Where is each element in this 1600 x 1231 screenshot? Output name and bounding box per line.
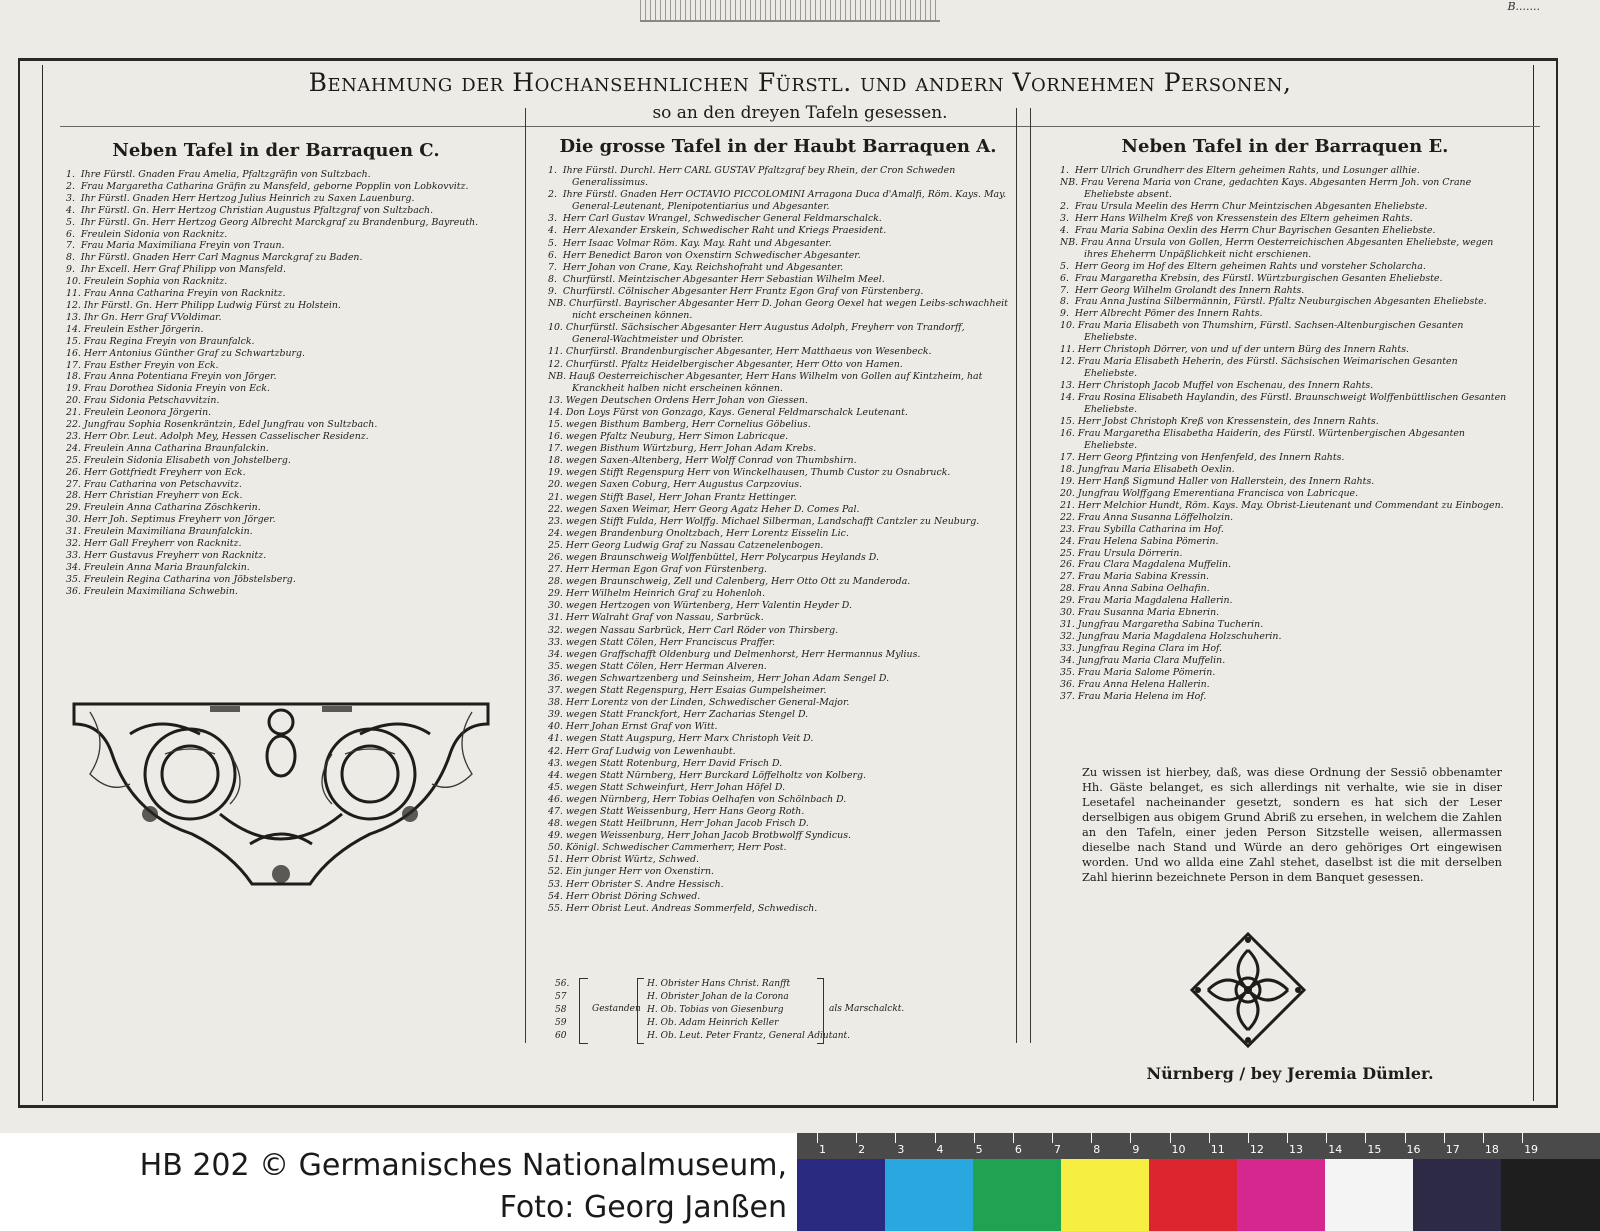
list-item: 14. Freulein Esther Jörgerin.	[66, 323, 204, 335]
list-item: 32. Herr Gall Freyherr von Racknitz.	[66, 538, 242, 550]
list-item: 29. Frau Maria Magdalena Hallerin.	[1060, 595, 1233, 607]
list-item: 7. Herr Johan von Crane, Kay. Reichshofraht und Abgesanter.	[548, 261, 844, 273]
color-swatch	[1501, 1159, 1600, 1231]
list-item: 5. Herr Isaac Volmar Röm. Kay. May. Raht und Abgesanter.	[548, 237, 832, 249]
list-item: 16. wegen Pfaltz Neuburg, Herr Simon Labricque.	[548, 431, 789, 443]
ruler-number: 4	[936, 1143, 944, 1156]
ruler-number: 2	[858, 1143, 866, 1156]
list-item: 17. Herr Georg Pfintzing von Henfenfeld, des Innern Rahts.	[1060, 451, 1345, 463]
list-item: 14. Don Loys Fürst von Gonzago, Kays. General Feldmarschalck Leutenant.	[548, 406, 908, 418]
ruler-number: 8	[1093, 1143, 1101, 1156]
list-item: 6. Freulein Sidonia von Racknitz.	[66, 228, 228, 240]
document-title: Benahmung der Hochansehnlichen Fürstl. und andern Vornehmen Personen,	[308, 68, 1292, 97]
ruler-number: 19	[1524, 1143, 1539, 1156]
list-item: 8. Frau Anna Justina Silbermännin, Fürstl. Pfaltz Neuburgischen Abgesanten Eheliebste.	[1060, 296, 1487, 308]
list-item: NB. Hauß Oesterreichischer Abgesanter, Herr Hans Wilhelm von Gollen auf Kintzheim, hat Kranckheit halben nicht erscheinen können.	[548, 370, 986, 394]
ruler-tick	[935, 1133, 936, 1143]
list-item: 49. wegen Weissenburg, Herr Johan Jacob Brotbwolff Syndicus.	[548, 830, 851, 842]
seating-note: Zu wissen ist hierbey, daß, was diese Ordnung der Sessiō obbenamter Hh. Gäste belanget, es sich allerdings nit verhalte, wie sie in diser Lesetafel nacheinander gesetzt, sondern es hat sich der Leser derselbigen aus obigem Grund Abriß zu ersehen, in welchem die Zahlen an den Tafeln, einer jeden Person Sitzstelle weisen, allermassen dieselbe nach Stand und Würde an dero gehöriges Ort eingewisen worden. Und wo allda eine Zahl stehet, daselbst ist die mit derselben Zahl hierinn bezeichnete Person in dem Banquet gesessen.	[1082, 765, 1502, 884]
list-item: 11. Frau Anna Catharina Freyin von Racknitz.	[66, 288, 286, 300]
ruler-number: 6	[1014, 1143, 1022, 1156]
list-item: 42. Herr Graf Ludwig von Lewenhaubt.	[548, 745, 736, 757]
color-swatch	[885, 1159, 973, 1231]
ruler-tick	[1130, 1133, 1131, 1143]
list-item: 6. Herr Benedict Baron von Oxenstirn Schwedischer Abgesanter.	[548, 249, 861, 261]
list-item: 15. Frau Regina Freyin von Braunfalck.	[66, 335, 255, 347]
ruler-tick	[1013, 1133, 1014, 1143]
list-item: 35. wegen Statt Cölen, Herr Herman Alveren.	[548, 660, 767, 672]
list-item: 33. wegen Statt Cölen, Herr Franciscus Praffer.	[548, 636, 776, 648]
steward-name: H. Obrister Johan de la Corona	[647, 992, 789, 1002]
publisher-imprint: Nürnberg / bey Jeremia Dümler.	[1146, 1064, 1434, 1083]
list-item: 10. Freulein Sophia von Racknitz.	[66, 276, 228, 288]
list-item: 21. Freulein Leonora Jörgerin.	[66, 407, 212, 419]
list-item: 24. Freulein Anna Catharina Braunfalckin.	[66, 442, 269, 454]
list-item: 22. Frau Anna Susanna Löffelholzin.	[1060, 511, 1234, 523]
title-rule	[60, 126, 1540, 127]
list-item: 22. Jungfrau Sophia Rosenkräntzin, Edel Jungfrau von Sultzbach.	[66, 419, 378, 431]
ruler-tick	[1248, 1133, 1249, 1143]
color-swatch	[1325, 1159, 1413, 1231]
color-swatch	[973, 1159, 1061, 1231]
steward-name: H. Ob. Tobias von Giesenburg	[647, 1005, 784, 1015]
list-item: 17. Frau Esther Freyin von Eck.	[66, 359, 219, 371]
list-item: 32. Jungfrau Maria Magdalena Holzschuherin.	[1060, 631, 1282, 643]
ruler-number: 5	[975, 1143, 983, 1156]
list-item: 47. wegen Statt Weissenburg, Herr Hans Georg Roth.	[548, 805, 805, 817]
column-divider-right	[1016, 108, 1017, 1043]
list-item: 34. wegen Graffschafft Oldenburg und Delmenhorst, Herr Hermannus Mylius.	[548, 648, 921, 660]
ruler-tick	[1091, 1133, 1092, 1143]
list-item: 2. Frau Margaretha Catharina Gräfin zu Mansfeld, geborne Popplin von Lobkovvitz.	[66, 180, 469, 192]
ruler-tick	[1209, 1133, 1210, 1143]
list-item: 35. Frau Maria Salome Pömerin.	[1060, 667, 1216, 679]
table-e-heading: Neben Tafel in der Barraquen E.	[1121, 136, 1449, 157]
table-a-heading: Die grosse Tafel in der Haubt Barraquen A.	[559, 136, 997, 157]
list-item: 4. Frau Maria Sabina Oexlin des Herrn Chur Bayrischen Gesanten Eheliebste.	[1060, 224, 1436, 236]
list-item: 5. Herr Georg im Hof des Eltern geheimen Rahts und vorsteher Scholarcha.	[1060, 260, 1426, 272]
list-item: 13. Ihr Gn. Herr Graf VVoldimar.	[66, 311, 222, 323]
steward-name: H. Ob. Adam Heinrich Keller	[647, 1018, 779, 1028]
list-item: 22. wegen Saxen Weimar, Herr Georg Agatz Heher D. Comes Pal.	[548, 503, 860, 515]
table-c-list	[66, 169, 486, 598]
list-item: 24. Frau Helena Sabina Pömerin.	[1060, 535, 1219, 547]
list-item: 50. Königl. Schwedischer Cammerherr, Herr Post.	[548, 842, 787, 854]
ruler-number: 15	[1367, 1143, 1382, 1156]
list-item: 37. Frau Maria Helena im Hof.	[1060, 690, 1207, 702]
list-item: 21. Herr Melchior Hundt, Röm. Kays. May. Obrist-Lieutenant und Commendant zu Einbogen.	[1060, 499, 1504, 511]
list-item: 12. Frau Maria Elisabeth Heherin, des Fürstl. Sächsischen Weimarischen Gesanten Eheliebste.	[1060, 356, 1461, 380]
list-item: 3. Herr Hans Wilhelm Kreß von Kressenstein des Eltern geheimen Rahts.	[1060, 212, 1413, 224]
ruler-number: 14	[1328, 1143, 1343, 1156]
steward-names	[647, 978, 850, 1043]
ruler-tick	[1170, 1133, 1171, 1143]
list-item: 20. Jungfrau Wolffgang Emerentiana Francisca von Labricque.	[1060, 487, 1359, 499]
color-swatch	[797, 1159, 885, 1231]
color-swatch	[1237, 1159, 1325, 1231]
image-credit	[0, 1145, 787, 1229]
ruler-tick	[1483, 1133, 1484, 1143]
column-divider-right-double	[1030, 108, 1031, 1043]
list-item: 36. Frau Anna Helena Hallerin.	[1060, 678, 1210, 690]
list-item: 1. Ihre Fürstl. Durchl. Herr CARL GUSTAV Pfaltzgraf bey Rhein, der Cron Schweden Generalissimus.	[548, 165, 959, 189]
list-item: 36. wegen Schwartzenberg und Seinsheim, Herr Johan Adam Sengel D.	[548, 672, 890, 684]
list-item: 19. Frau Dorothea Sidonia Freyin von Eck.	[66, 383, 270, 395]
list-item: 20. wegen Saxen Coburg, Herr Augustus Carpzovius.	[548, 479, 803, 491]
steward-name: H. Obrister Hans Christ. Ranfft	[647, 979, 791, 989]
list-item: 18. wegen Saxen-Altenberg, Herr Wolff Conrad von Thumbshirn.	[548, 455, 857, 467]
ruler-number: 3	[897, 1143, 905, 1156]
list-item: 41. wegen Statt Augspurg, Herr Marx Christoph Veit D.	[548, 733, 814, 745]
document-subtitle: so an den dreyen Tafeln gesessen.	[652, 103, 948, 123]
list-item: 16. Herr Antonius Günther Graf zu Schwartzburg.	[66, 347, 306, 359]
ruler-tick	[1522, 1133, 1523, 1143]
list-item: 31. Jungfrau Margaretha Sabina Tucherin.	[1060, 619, 1264, 631]
list-item: NB. Frau Anna Ursula von Gollen, Herrn Oesterreichischen Abgesanten Eheliebste, wegen ihres Eheherrn Unpäßlichkeit nicht erschienen.	[1060, 236, 1497, 260]
list-item: 30. Herr Joh. Septimus Freyherr von Jörger.	[66, 514, 276, 526]
list-item: 45. wegen Statt Schweinfurt, Herr Johan Höfel D.	[548, 781, 786, 793]
steward-role-label: als Marschalckt.	[829, 1004, 905, 1014]
list-item: 26. Frau Clara Magdalena Muffelin.	[1060, 559, 1232, 571]
scale-ruler	[797, 1133, 1600, 1159]
list-item: 10. Churfürstl. Sächsischer Abgesanter Herr Augustus Adolph, Freyherr von Trandorff, General-Wachtmeister und Obrister.	[548, 322, 968, 346]
list-item: 34. Freulein Anna Maria Braunfalckin.	[66, 561, 250, 573]
list-item: 18. Jungfrau Maria Elisabeth Oexlin.	[1060, 463, 1235, 475]
brace-icon	[637, 978, 644, 1044]
ruler-number: 1	[819, 1143, 826, 1156]
ruler-tick	[895, 1133, 896, 1143]
brace-icon	[579, 978, 588, 1044]
list-item: 53. Herr Obrister S. Andre Hessisch.	[548, 878, 724, 890]
list-item: 7. Herr Georg Wilhelm Grolandt des Innern Rahts.	[1060, 284, 1305, 296]
credit-line-1: HB 202 © Germanisches Nationalmuseum,	[139, 1148, 787, 1183]
ruler-number: 9	[1132, 1143, 1140, 1156]
table-e-list	[1060, 165, 1510, 703]
credit-line-2: Foto: Georg Janßen	[499, 1190, 787, 1225]
list-item: 48. wegen Statt Heilbrunn, Herr Johan Jacob Frisch D.	[548, 818, 809, 830]
list-item: 43. wegen Statt Rotenburg, Herr David Frisch D.	[548, 757, 783, 769]
steward-number: 60	[555, 1031, 567, 1041]
ruler-tick	[1444, 1133, 1445, 1143]
list-item: 15. Herr Jobst Christoph Kreß von Kressenstein, des Innern Rahts.	[1060, 416, 1379, 428]
list-item: 3. Herr Carl Gustav Wrangel, Schwedischer General Feldmarschalck.	[548, 213, 882, 225]
ruler-tick	[974, 1133, 975, 1143]
steward-number: 56.	[555, 979, 570, 989]
list-item: NB. Churfürstl. Bayrischer Abgesanter Herr D. Johan Georg Oexel hat wegen Leibs-schwachheit nicht erscheinen können.	[548, 298, 1011, 322]
list-item: 23. wegen Stifft Fulda, Herr Wolffg. Michael Silberman, Landschafft Cantzler zu Neuburg.	[548, 515, 980, 527]
steward-name: H. Ob. Leut. Peter Frantz, General Adiutant.	[647, 1031, 850, 1041]
list-item: 44. wegen Statt Nürnberg, Herr Burckard Löffelholtz von Kolberg.	[548, 769, 866, 781]
list-item: 9. Herr Albrecht Pömer des Innern Rahts.	[1060, 308, 1263, 320]
list-item: 26. Herr Gottfriedt Freyherr von Eck.	[66, 466, 246, 478]
list-item: 40. Herr Johan Ernst Graf von Witt.	[548, 721, 718, 733]
ruler-number: 7	[1054, 1143, 1062, 1156]
list-item: 39. wegen Statt Franckfort, Herr Zacharias Stengel D.	[548, 709, 809, 721]
corner-fragment-text: B.......	[1507, 0, 1540, 13]
list-item: 54. Herr Obrist Döring Schwed.	[548, 890, 701, 902]
list-item: 9. Churfürstl. Cölnischer Abgesanter Herr Frantz Egon Graf von Fürstenberg.	[548, 285, 924, 297]
table-e-column	[1060, 136, 1510, 703]
color-swatches	[797, 1159, 1600, 1231]
list-item: 27. Frau Maria Sabina Kressin.	[1060, 571, 1210, 583]
ruler-tick	[856, 1133, 857, 1143]
list-item: 55. Herr Obrist Leut. Andreas Sommerfeld, Schwedisch.	[548, 902, 818, 914]
list-item: 8. Ihr Fürstl. Gnaden Herr Carl Magnus Marckgraf zu Baden.	[66, 252, 363, 264]
list-item: 4. Ihr Fürstl. Gn. Herr Hertzog Christian Augustus Pfaltzgraf von Sultzbach.	[66, 204, 434, 216]
list-item: 29. Herr Wilhelm Heinrich Graf zu Hohenloh.	[548, 588, 766, 600]
color-swatch	[1149, 1159, 1237, 1231]
list-item: 16. Frau Margaretha Elisabetha Haiderin, des Fürstl. Würtenbergischen Abgesanten Eheliebste.	[1060, 427, 1468, 451]
list-item: 26. wegen Braunschweig Wolffenbüttel, Herr Polycarpus Heylands D.	[548, 552, 879, 563]
list-item: 35. Freulein Regina Catharina von Jöbstelsberg.	[66, 573, 296, 585]
steward-number: 58	[555, 1005, 567, 1015]
list-item: 13. Wegen Deutschen Ordens Herr Johan von Giessen.	[548, 394, 808, 406]
list-item: 27. Herr Herman Egon Graf von Fürstenberg.	[548, 564, 767, 576]
list-item: 25. Frau Ursula Dörrerin.	[1060, 547, 1183, 559]
ruler-tick	[1287, 1133, 1288, 1143]
list-item: 28. Herr Christian Freyherr von Eck.	[66, 490, 243, 502]
list-item: 25. Herr Georg Ludwig Graf zu Nassau Catzenelenbogen.	[548, 539, 824, 551]
list-item: 30. wegen Hertzogen von Würtenberg, Herr Valentin Heyder D.	[548, 600, 852, 612]
list-item: 19. wegen Stifft Regenspurg Herr von Winckelhausen, Thumb Custor zu Osnabruck.	[548, 467, 951, 479]
list-item: 51. Herr Obrist Würtz, Schwed.	[548, 854, 699, 866]
ruler-number: 18	[1484, 1143, 1499, 1156]
list-item: 28. wegen Braunschweig, Zell und Calenberg, Herr Otto Ott zu Manderoda.	[548, 576, 911, 588]
ruler-number: 11	[1210, 1143, 1225, 1156]
ruler-number: 17	[1445, 1143, 1460, 1156]
list-item: 36. Freulein Maximiliana Schwebin.	[66, 585, 238, 597]
list-item: 12. Ihr Fürstl. Gn. Herr Philipp Ludwig Fürst zu Holstein.	[66, 299, 341, 311]
ruler-tick	[1052, 1133, 1053, 1143]
list-item: 46. wegen Nürnberg, Herr Tobias Oelhafen von Schölnbach D.	[548, 793, 847, 805]
list-item: 29. Freulein Anna Catharina Zöschkerin.	[66, 502, 261, 514]
steward-group-label: Gestanden	[592, 1004, 641, 1014]
list-item: 5. Ihr Fürstl. Gn. Herr Hertzog Georg Albrecht Marckgraf zu Brandenburg, Bayreuth.	[66, 216, 479, 228]
ornamental-vignette-icon	[1188, 930, 1308, 1050]
list-item: 27. Frau Catharina von Petschavvitz.	[66, 478, 242, 490]
list-item: 31. Freulein Maximiliana Braunfalckin.	[66, 526, 253, 538]
list-item: 33. Jungfrau Regina Clara im Hof.	[1060, 643, 1223, 655]
list-item: 11. Herr Christoph Dörrer, von und uf der untern Bürg des Innern Rahts.	[1060, 344, 1409, 356]
list-item: 17. wegen Bisthum Würtzburg, Herr Johan Adam Krebs.	[548, 443, 817, 455]
steward-numbers	[555, 978, 575, 1043]
list-item: 13. Herr Christoph Jacob Muffel von Eschenau, des Innern Rahts.	[1060, 380, 1374, 392]
steward-number: 59	[555, 1018, 567, 1028]
list-item: 12. Churfürstl. Pfaltz Heidelbergischer Abgesanter, Herr Otto von Hamen.	[548, 358, 903, 370]
stewards-block	[555, 978, 975, 1048]
list-item: 52. Ein junger Herr von Oxenstirn.	[548, 866, 715, 878]
color-calibration-strip	[797, 1133, 1600, 1231]
color-swatch	[1061, 1159, 1149, 1231]
ruler-number: 10	[1171, 1143, 1186, 1156]
list-item: 30. Frau Susanna Maria Ebnerin.	[1060, 607, 1220, 619]
list-item: 20. Frau Sidonia Petschavvitzin.	[66, 395, 220, 407]
list-item: 11. Churfürstl. Brandenburgischer Abgesanter, Herr Matthaeus von Wesenbeck.	[548, 346, 932, 358]
list-item: NB. Frau Verena Maria von Crane, gedachten Kays. Abgesanten Herrn Joh. von Crane Eheliebste absent.	[1060, 176, 1475, 200]
ornamental-cartouche-icon	[70, 694, 492, 890]
list-item: 8. Churfürstl. Meintzischer Abgesanter Herr Sebastian Wilhelm Meel.	[548, 273, 885, 285]
column-divider-left	[525, 108, 526, 1043]
list-item: 23. Frau Sybilla Catharina im Hof.	[1060, 523, 1224, 535]
list-item: 18. Frau Anna Potentiana Freyin von Jörger.	[66, 371, 277, 383]
list-item: 4. Herr Alexander Erskein, Schwedischer Raht und Kriegs Praesident.	[548, 225, 887, 237]
ruler-tick	[1405, 1133, 1406, 1143]
list-item: 15. wegen Bisthum Bamberg, Herr Cornelius Göbelius.	[548, 418, 811, 430]
list-item: 34. Jungfrau Maria Clara Muffelin.	[1060, 655, 1226, 667]
table-a-list	[548, 165, 1011, 915]
list-item: 10. Frau Maria Elisabeth von Thumshirn, Fürstl. Sachsen-Altenburgischen Gesanten Eheliebste.	[1060, 320, 1467, 344]
ruler-number: 12	[1249, 1143, 1264, 1156]
table-c-column	[66, 140, 486, 598]
list-item: 19. Herr Hanß Sigmund Haller von Hallerstein, des Innern Rahts.	[1060, 475, 1375, 487]
list-item: 14. Frau Rosina Elisabeth Haylandin, des Fürstl. Braunschweigt Wolffenbüttlischen Gesanten Eheliebste.	[1060, 392, 1510, 416]
color-swatch	[1413, 1159, 1501, 1231]
list-item: 38. Herr Lorentz von der Linden, Schwedischer General-Major.	[548, 697, 850, 709]
ruler-number: 16	[1406, 1143, 1421, 1156]
ruler-tick	[1326, 1133, 1327, 1143]
list-item: 3. Ihr Fürstl. Gnaden Herr Hertzog Julius Heinrich zu Saxen Lauenburg.	[66, 192, 415, 204]
ruler-tick	[1365, 1133, 1366, 1143]
list-item: 1. Ihre Fürstl. Gnaden Frau Amelia, Pfaltzgräfin von Sultzbach.	[66, 169, 371, 180]
ruler-tick	[817, 1133, 818, 1143]
list-item: 23. Herr Obr. Leut. Adolph Mey, Hessen Casselischer Residenz.	[66, 430, 369, 442]
previous-page-fragment	[0, 0, 1600, 22]
list-item: 31. Herr Walraht Graf von Nassau, Sarbrück.	[548, 612, 764, 624]
table-c-heading: Neben Tafel in der Barraquen C.	[112, 140, 440, 161]
list-item: 32. wegen Nassau Sarbrück, Herr Carl Röder von Thirsberg.	[548, 624, 839, 636]
brace-icon	[817, 978, 824, 1044]
ruler-number: 13	[1289, 1143, 1304, 1156]
list-item: 25. Freulein Sidonia Elisabeth von Johstelberg.	[66, 454, 291, 466]
list-item: 1. Herr Ulrich Grundherr des Eltern geheimen Rahts, und Losunger allhie.	[1060, 165, 1420, 176]
list-item: 2. Frau Ursula Meelin des Herrn Chur Meintzischen Abgesanten Eheliebste.	[1060, 200, 1428, 212]
list-item: 7. Frau Maria Maximiliana Freyin von Traun.	[66, 240, 285, 252]
list-item: 21. wegen Stifft Basel, Herr Johan Frantz Hettinger.	[548, 491, 797, 503]
list-item: 37. wegen Statt Regenspurg, Herr Esaias Gumpelsheimer.	[548, 685, 827, 697]
steward-number: 57	[555, 992, 567, 1002]
list-item: 28. Frau Anna Sabina Oelhafin.	[1060, 583, 1210, 595]
engraving-fragment	[640, 0, 940, 22]
list-item: 9. Ihr Excell. Herr Graf Philipp von Mansfeld.	[66, 264, 286, 276]
list-item: 24. wegen Brandenburg Onoltzbach, Herr Lorentz Eisselin Lic.	[548, 527, 849, 539]
list-item: 6. Frau Margaretha Krebsin, des Fürstl. Würtzburgischen Gesanten Eheliebste.	[1060, 272, 1443, 284]
list-item: 2. Ihre Fürstl. Gnaden Herr OCTAVIO PICCOLOMINI Arragona Duca d'Amalfi, Röm. Kays. May. General-Leutenant, Plenipotentiarius und Abgesanter.	[548, 189, 1010, 213]
table-a-column	[548, 136, 1011, 915]
list-item: 33. Herr Gustavus Freyherr von Racknitz.	[66, 550, 267, 561]
